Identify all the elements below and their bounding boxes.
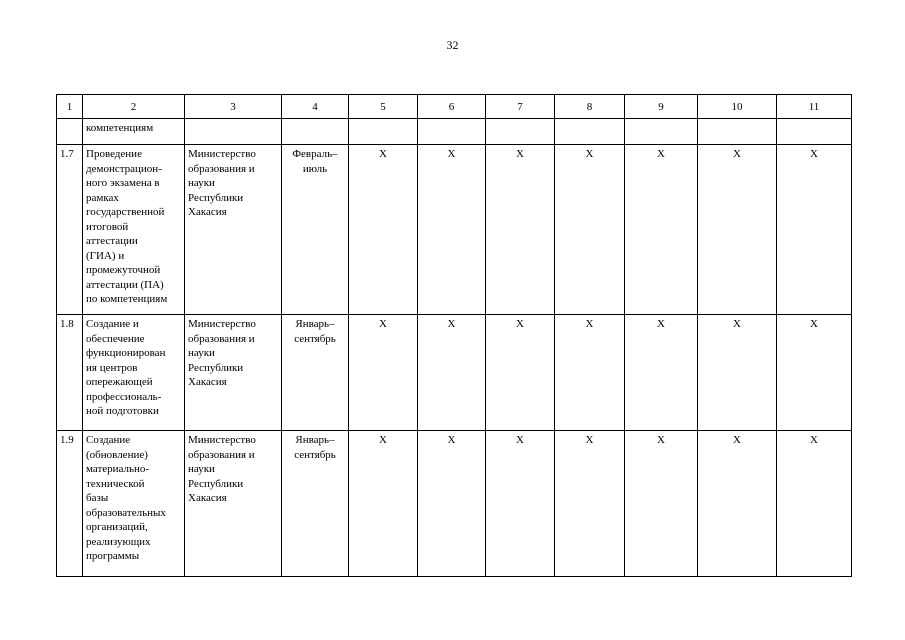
activity-name-line: программы [86,550,140,562]
cell [486,119,555,145]
header-cell: 9 [625,95,698,119]
mark-cell: X [777,145,852,315]
mark-cell: X [486,431,555,577]
activity-name-line: (ГИА) и [86,249,125,262]
mark-cell: X [777,315,852,431]
activity-name-line: материально- [86,463,150,475]
executor-line: Министерство [188,318,256,330]
mark-cell: X [349,145,418,315]
cell [185,119,282,145]
continuation-row [57,119,852,145]
period [282,431,349,577]
executor [185,145,282,315]
cell [282,119,349,145]
activity-name-line: Проведение [86,148,142,160]
activity-name-line: технической [86,477,145,490]
activity-name [83,145,185,315]
executor-line: образования и [188,448,255,461]
activity-name-line: демонстрацион- [86,162,162,175]
executor-line: Хакасия [188,206,227,218]
header-cell: 1 [57,95,83,119]
activity-name-line: промежуточной [86,264,161,276]
plan-table [56,94,852,577]
activity-name-line: итоговой [86,220,129,233]
executor-line: науки [188,347,215,359]
activity-name-line: реализующих [86,535,151,548]
mark-cell: X [349,431,418,577]
activity-name-line: Создание и [86,318,139,330]
cell [418,119,486,145]
activity-name-line: базы [86,492,109,504]
activity-name [83,431,185,577]
mark-cell: X [777,431,852,577]
mark-cell: X [418,145,486,315]
mark-cell: X [555,315,625,431]
data-rows [57,145,852,577]
header-cell: 5 [349,95,418,119]
mark-cell: X [486,145,555,315]
mark-cell: X [698,145,777,315]
mark-cell: X [625,145,698,315]
row-number: 1.7 [57,145,83,315]
cell [698,119,777,145]
executor-line: науки [188,177,215,189]
row-number: 1.9 [57,431,83,577]
executor-line: образования и [188,162,255,175]
table-row [57,145,852,315]
activity-name-line: аттестации (ПА) [86,278,164,291]
activity-name-line: организаций, [86,521,148,533]
activity-name-line: рамках [86,191,119,204]
activity-name-line: Создание [86,434,131,446]
executor-line: Министерство [188,148,256,160]
executor-line: Министерство [188,434,256,446]
header-cell: 8 [555,95,625,119]
cell [555,119,625,145]
period-line: сентябрь [294,448,336,461]
mark-cell: X [555,431,625,577]
executor-line: Республики [188,477,244,490]
activity-name [83,315,185,431]
mark-cell: X [625,431,698,577]
mark-cell: X [486,315,555,431]
mark-cell: X [418,431,486,577]
header-row [57,95,852,119]
activity-name-line: обеспечение [86,332,145,345]
activity-name-line: аттестации [86,235,138,247]
period-line: сентябрь [294,332,336,345]
period-line: Январь– [295,434,335,446]
executor-line: образования и [188,332,255,345]
activity-name-line: образовательных [86,506,166,519]
continuation-text: компетенциям [83,119,185,145]
executor-line: Республики [188,361,244,374]
executor-line: Хакасия [188,492,227,504]
activity-name-line: ного экзамена в [86,177,160,189]
table-row [57,431,852,577]
activity-name-line: профессиональ- [86,390,162,403]
mark-cell: X [625,315,698,431]
table-row [57,315,852,431]
activity-name-line: (обновление) [86,448,148,461]
activity-name-line: ной подготовки [86,405,159,417]
activity-name-line: государственной [86,206,165,218]
period-line: июль [302,162,328,175]
activity-name-line: опережающей [86,376,153,388]
mark-cell: X [418,315,486,431]
mark-cell: X [698,431,777,577]
mark-cell: X [698,315,777,431]
mark-cell: X [349,315,418,431]
executor [185,315,282,431]
cell [57,119,83,145]
header-cell: 2 [83,95,185,119]
activity-name-line: ия центров [86,361,138,374]
executor-line: Хакасия [188,376,227,388]
executor [185,431,282,577]
executor-line: Республики [188,191,244,204]
activity-name-line: по компетенциям [86,293,168,305]
period-line: Январь– [295,318,335,330]
activity-name-line: функционирован [86,347,166,359]
cell [625,119,698,145]
mark-cell: X [555,145,625,315]
executor-line: науки [188,463,215,475]
header-cell: 4 [282,95,349,119]
cell [777,119,852,145]
period [282,315,349,431]
header-cell: 3 [185,95,282,119]
header-cell: 10 [698,95,777,119]
header-cell: 11 [777,95,852,119]
cell [349,119,418,145]
period [282,145,349,315]
period-line: Февраль– [292,148,338,160]
header-cell: 6 [418,95,486,119]
page-number: 32 [446,38,459,52]
row-number: 1.8 [57,315,83,431]
header-cell: 7 [486,95,555,119]
